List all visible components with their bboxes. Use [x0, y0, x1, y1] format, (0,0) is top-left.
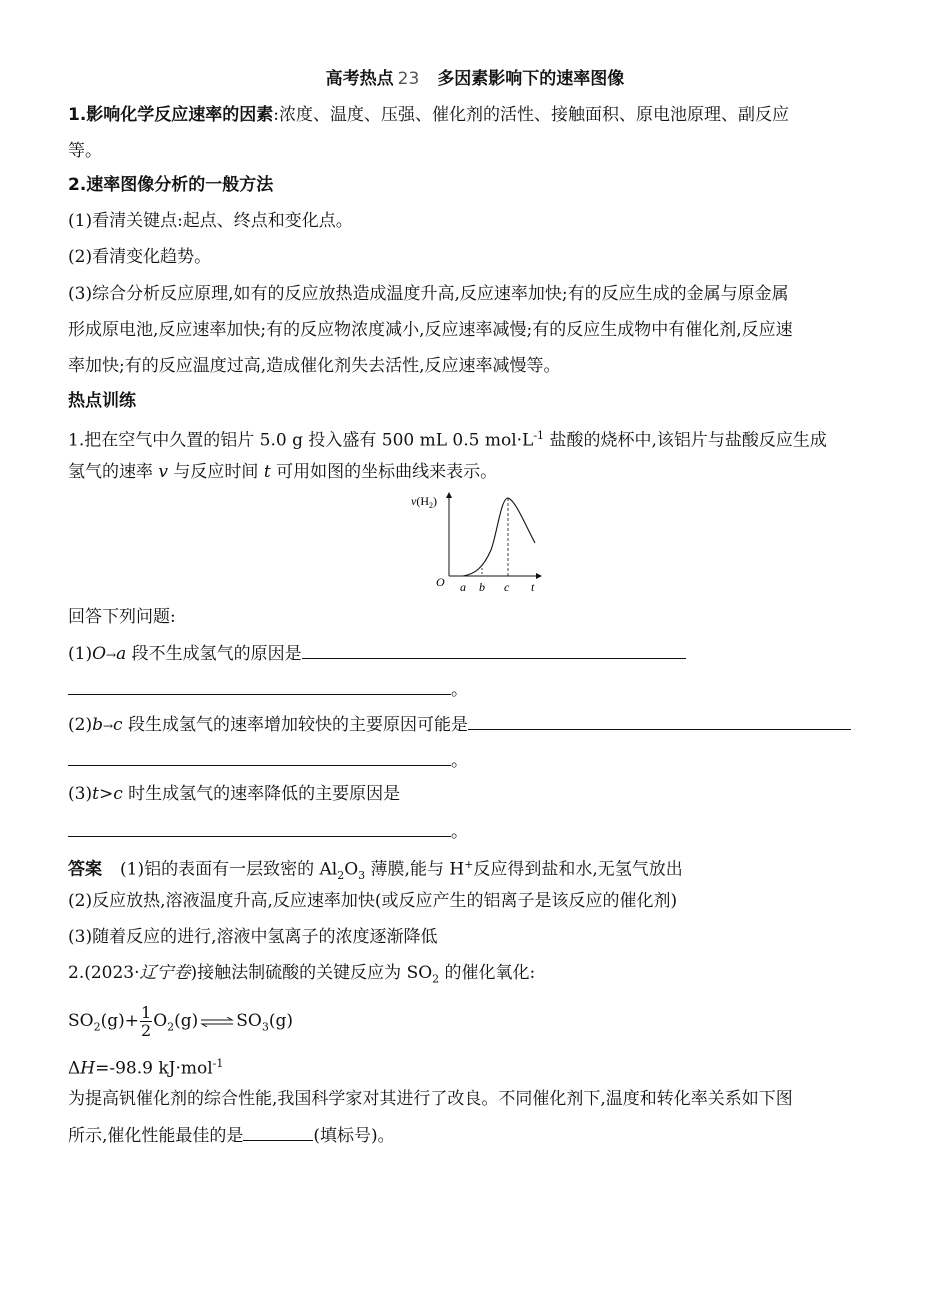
eq-o2-sub: 2 [167, 1020, 175, 1034]
answer-1-text-b: 薄膜,能与 H [365, 859, 465, 880]
q1-sub2-num: (2) [68, 715, 93, 735]
eq-o2: O [153, 1011, 168, 1031]
q1-var-t: t [263, 462, 271, 482]
q1-answer-2: (2)反应放热,溶液温度升高,反应速率加快(或反应产生的铝离子是该反应的催化剂) [68, 891, 678, 911]
intro-paragraph-1 [68, 104, 789, 126]
q2-stem [68, 962, 535, 990]
q1-sub3-gt: > [98, 784, 114, 804]
eq-so2-sub: 2 [93, 1020, 101, 1034]
method-item-2: (2)看清变化趋势。 [68, 247, 212, 267]
q1-sub2-b: b [92, 715, 103, 735]
title-text: 多因素影响下的速率图像 [437, 69, 625, 89]
q1-sub2-cont [68, 749, 468, 772]
frac-denominator: 2 [141, 1021, 152, 1040]
q1-sub2 [68, 713, 851, 737]
tick-a: a [460, 580, 466, 594]
q1-stem-line-1 [68, 425, 827, 452]
q1-prompt: 回答下列问题: [68, 607, 176, 627]
q1-sub2-blank-2[interactable] [68, 749, 451, 766]
q1-sub3-cont [68, 820, 468, 843]
q1-stem-line-2 [68, 461, 497, 483]
q2-text-line-1: 为提高钒催化剂的综合性能,我国科学家对其进行了改良。不同催化剂下,温度和转化率关系如下图 [68, 1089, 793, 1109]
answer-1-text-a: (1)铝的表面有一层致密的 Al [120, 859, 338, 880]
q1-sub1 [68, 642, 686, 666]
q1-sub1-cont [68, 678, 468, 701]
q1-unit-exponent: -1 [533, 429, 545, 442]
q1-sub1-blank-2[interactable] [68, 678, 451, 695]
q2-source: 辽宁卷 [139, 963, 191, 983]
equilibrium-arrow-icon [200, 1017, 234, 1027]
q1-sub2-blank-1[interactable] [468, 713, 851, 730]
answer-1-text-c: 反应得到盐和水,无氢气放出 [473, 859, 683, 880]
q1-sub3-t: t [92, 784, 99, 804]
y-axis-label: $v(H_2)$ [411, 494, 437, 510]
q1-stem-text-5: 可用如图的坐标曲线来表示。 [270, 462, 498, 482]
q2-text-2b: (填标号)。 [313, 1126, 395, 1146]
tick-c: c [504, 580, 510, 594]
eq-g1: (g)+ [100, 1011, 139, 1031]
training-heading: 热点训练 [68, 391, 136, 411]
q2-stem-text-1: 2.(2023· [68, 963, 140, 983]
method-item-3-line-3: 率加快;有的反应温度过高,造成催化剂失去活性,反应速率减慢等。 [68, 356, 561, 376]
q1-stem-text-3: 氢气的速率 [68, 462, 159, 482]
q1-stem-text-4: 与反应时间 [168, 462, 264, 482]
title-prefix: 高考热点 [325, 69, 394, 89]
method-heading: 2.速率图像分析的一般方法 [68, 175, 274, 195]
al2o3-sub-3: 3 [358, 869, 366, 883]
q1-sub1-num: (1) [68, 644, 93, 664]
q1-sub2-c: c [113, 715, 123, 735]
q1-sub3-num: (3) [68, 784, 93, 804]
method-item-1: (1)看清关键点:起点、终点和变化点。 [68, 211, 353, 231]
q1-sub1-end: 。 [451, 680, 468, 700]
q2-answer-blank[interactable] [243, 1124, 313, 1141]
q1-sub3-blank[interactable] [68, 820, 451, 837]
q1-sub3-c: c [113, 784, 123, 804]
eq-g3: (g) [268, 1011, 294, 1031]
dh-delta: Δ [68, 1058, 81, 1079]
h-plus-sup: + [464, 858, 474, 871]
dh-H: H [80, 1058, 96, 1079]
q2-equation [68, 1004, 293, 1042]
frac-numerator: 1 [141, 1003, 152, 1022]
q1-sub1-text: 段不生成氢气的原因是 [126, 644, 302, 664]
q1-sub3-end: 。 [451, 822, 468, 842]
q1-sub1-blank-1[interactable] [302, 642, 686, 659]
factors-heading: 1.影响化学反应速率的因素 [68, 105, 274, 125]
q1-sub2-text: 段生成氢气的速率增加较快的主要原因可能是 [122, 715, 468, 735]
q2-text-2a: 所示,催化性能最佳的是 [68, 1126, 244, 1146]
q1-sub1-arrow: → [106, 648, 117, 662]
origin-label: O [436, 575, 445, 589]
rate-time-figure [405, 488, 550, 596]
rate-curve [449, 498, 535, 576]
q1-sub1-a: a [116, 644, 127, 664]
eq-so3-sub: 3 [261, 1020, 269, 1034]
q1-sub3-text: 时生成氢气的速率降低的主要原因是 [122, 784, 401, 804]
eq-fraction [140, 1004, 152, 1039]
dh-value: =-98.9 kJ·mol [95, 1058, 213, 1079]
intro-paragraph-1-cont [68, 140, 102, 162]
factors-text: :浓度、温度、压强、催化剂的活性、接触面积、原电池原理、副反应 [273, 105, 790, 125]
q1-var-v: v [158, 462, 169, 482]
q2-so2-sub: 2 [432, 972, 440, 986]
al2o3-O: O [344, 859, 359, 880]
eq-g2: (g) [174, 1011, 199, 1031]
q2-text-line-2 [68, 1124, 395, 1147]
q1-stem-text-1: 1.把在空气中久置的铝片 5.0 g 投入盛有 500 mL 0.5 mol·L [68, 430, 534, 451]
q1-stem-text-2: 盐酸的烧杯中,该铝片与盐酸反应生成 [544, 430, 827, 451]
q1-answer-3: (3)随着反应的进行,溶液中氢离子的浓度逐渐降低 [68, 927, 438, 947]
tick-b: b [479, 580, 485, 594]
dh-exponent: -1 [212, 1057, 224, 1070]
method-item-3-line-2: 形成原电池,反应速率加快;有的反应物浓度减小,反应速率减慢;有的反应生成物中有催化剂,反应速 [68, 320, 793, 340]
page-title [0, 68, 950, 90]
al2o3-sub-2: 2 [337, 869, 345, 883]
q2-stem-text-3: 的催化氧化: [439, 963, 536, 983]
tick-t: t [531, 580, 535, 594]
method-item-3-line-1: (3)综合分析反应原理,如有的反应放热造成温度升高,反应速率加快;有的反应生成的金属与原金属 [68, 284, 789, 304]
title-number: 23 [397, 69, 420, 89]
q1-sub3 [68, 783, 400, 805]
q1-sub2-end: 。 [451, 751, 468, 771]
eq-so2: SO [68, 1011, 94, 1031]
q2-enthalpy [68, 1053, 223, 1080]
q2-stem-text-2: )接触法制硫酸的关键反应为 SO [190, 963, 433, 983]
q1-answer-1 [68, 854, 683, 887]
factors-text-end: 等。 [68, 141, 102, 161]
q1-sub2-arrow: → [102, 719, 114, 733]
q1-sub1-O: O [92, 644, 107, 664]
eq-so3: SO [236, 1011, 262, 1031]
answer-label: 答案 [68, 859, 102, 880]
